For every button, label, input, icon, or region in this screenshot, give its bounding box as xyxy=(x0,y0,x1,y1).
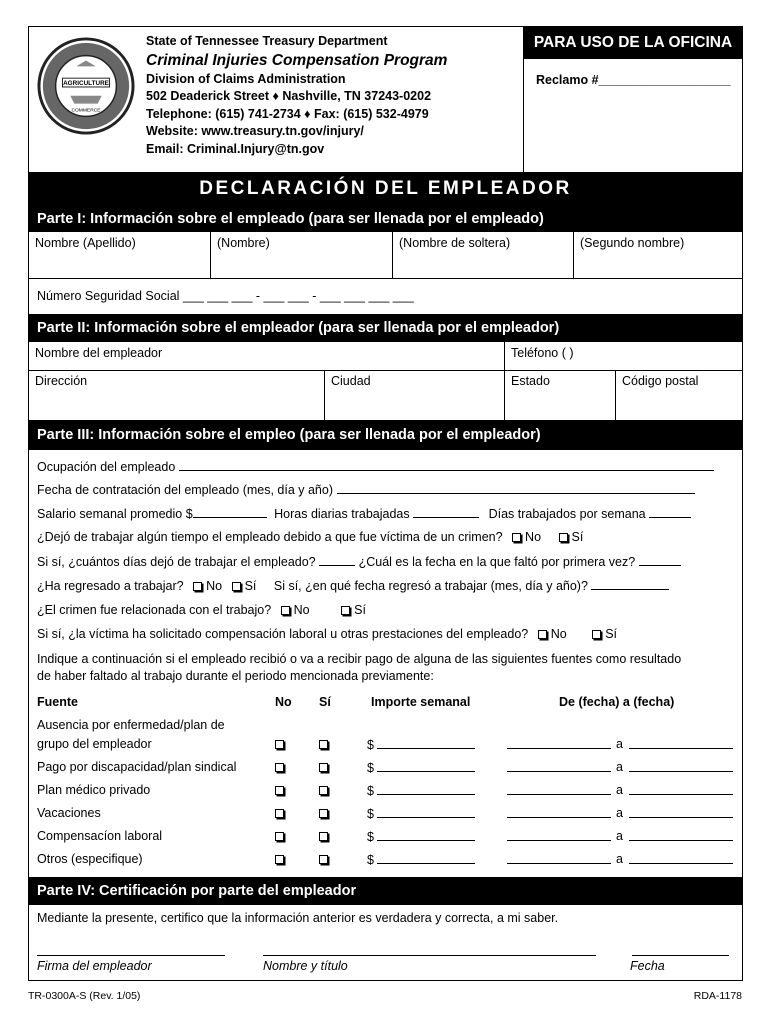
to-date-input[interactable] xyxy=(629,783,733,795)
hours-label: Horas diarias trabajadas xyxy=(274,507,410,521)
sources-table-header xyxy=(37,695,737,717)
first-missed-question: ¿Cuál es la fecha en la que faltó por primera vez? xyxy=(358,555,636,569)
source-row-sick-leave xyxy=(37,737,737,759)
days-missed-question: Si sí, ¿cuántos días dejó de trabajar el empleado? xyxy=(37,555,316,569)
returned-row xyxy=(37,578,669,593)
weekly-amount-input[interactable] xyxy=(377,760,475,772)
agency-info xyxy=(146,33,447,158)
weekly-amount-input[interactable] xyxy=(377,829,475,841)
weekly-amount-input[interactable] xyxy=(377,737,475,749)
to-date-input[interactable] xyxy=(629,760,733,772)
employer-zip-field[interactable]: Código postal xyxy=(622,374,699,388)
from-date-input[interactable] xyxy=(507,852,611,864)
hours-input[interactable] xyxy=(413,506,479,518)
missed-work-question: ¿Dejó de trabajar algún tiempo el empleado debido a que fue víctima de un crimen? xyxy=(37,530,503,544)
part4-heading: Parte IV: Certificación por parte del empleador xyxy=(29,877,742,905)
hire-date-label: Fecha de contratación del empleado (mes, día y año) xyxy=(37,483,334,497)
name-title-line[interactable] xyxy=(263,955,596,956)
workers-comp-yes-checkbox[interactable] xyxy=(592,630,601,639)
returned-no-checkbox[interactable] xyxy=(193,582,202,591)
form-frame xyxy=(28,26,743,981)
no-label: No xyxy=(525,530,542,544)
claim-number-field[interactable]: Reclamo #___________________ xyxy=(536,73,731,87)
source-row-other xyxy=(37,852,737,874)
dollar-sign: $ xyxy=(367,830,374,844)
to-date-input[interactable] xyxy=(629,852,733,864)
work-related-no-checkbox[interactable] xyxy=(281,606,290,615)
no-checkbox[interactable] xyxy=(275,809,284,818)
seal-commerce-text: COMMERCE xyxy=(71,108,101,114)
dollar-sign: $ xyxy=(367,738,374,752)
from-date-input[interactable] xyxy=(507,829,611,841)
hire-date-row xyxy=(37,482,695,497)
hire-date-input[interactable] xyxy=(337,482,695,494)
form-number: TR-0300A-S (Rev. 1/05) xyxy=(28,990,141,1002)
dollar-sign: $ xyxy=(367,807,374,821)
weekly-amount-input[interactable] xyxy=(377,806,475,818)
employer-state-field[interactable]: Estado xyxy=(505,370,616,420)
office-use-box xyxy=(523,27,742,172)
from-date-input[interactable] xyxy=(507,783,611,795)
returned-yes-checkbox[interactable] xyxy=(232,582,241,591)
workers-comp-question: Si sí, ¿la víctima ha solicitado compensación laboral u otras prestaciones del empleado? xyxy=(37,627,529,641)
source-label: grupo del empleador xyxy=(37,737,152,751)
no-label: No xyxy=(293,603,310,617)
to-date-input[interactable] xyxy=(629,737,733,749)
wage-row xyxy=(37,506,691,521)
to-date-input[interactable] xyxy=(629,806,733,818)
name-title-label: Nombre y título xyxy=(263,959,348,973)
work-related-yes-checkbox[interactable] xyxy=(341,606,350,615)
wage-label: Salario semanal promedio $ xyxy=(37,507,193,521)
rda-number: RDA-1178 xyxy=(693,990,742,1002)
yes-label: Sí xyxy=(605,627,617,641)
date-line[interactable] xyxy=(632,955,729,956)
to-label: a xyxy=(616,806,623,820)
source-row-vacation xyxy=(37,806,737,828)
division-name: Division of Claims Administration xyxy=(146,71,346,86)
amount-header: Importe semanal xyxy=(371,695,471,709)
dollar-sign: $ xyxy=(367,784,374,798)
to-date-input[interactable] xyxy=(629,829,733,841)
source-label: Pago por discapacidad/plan sindical xyxy=(37,760,237,774)
yes-checkbox[interactable] xyxy=(319,809,328,818)
instructions-line-1: Indique a continuación si el empleado recibió o va a recibir pago de alguna de las siguientes fuentes como resultado xyxy=(37,652,682,666)
agency-name: State of Tennessee Treasury Department xyxy=(146,34,388,48)
occupation-label: Ocupación del empleado xyxy=(37,460,176,474)
days-missed-row xyxy=(37,554,681,569)
dates-header: De (fecha) a (fecha) xyxy=(559,695,675,709)
no-label: No xyxy=(206,579,223,593)
from-date-input[interactable] xyxy=(507,760,611,772)
instructions-line-2: de haber faltado al trabajo durante el periodo mencionada previamente: xyxy=(37,669,434,683)
last-name-field[interactable]: Nombre (Apellido) xyxy=(29,232,211,278)
source-header: Fuente xyxy=(37,695,78,709)
source-row-workers-comp xyxy=(37,829,737,851)
source-label: Vacaciones xyxy=(37,806,101,820)
source-label: Plan médico privado xyxy=(37,783,151,797)
signature-label: Firma del empleador xyxy=(37,959,152,973)
agency-website: Website: www.treasury.tn.gov/injury/ xyxy=(146,124,364,138)
from-date-input[interactable] xyxy=(507,806,611,818)
wage-input[interactable] xyxy=(193,506,267,518)
no-checkbox[interactable] xyxy=(275,786,284,795)
to-label: a xyxy=(616,737,623,751)
weekly-amount-input[interactable] xyxy=(377,783,475,795)
returned-question: ¿Ha regresado a trabajar? xyxy=(37,579,184,593)
no-checkbox[interactable] xyxy=(275,763,284,772)
workers-comp-no-checkbox[interactable] xyxy=(538,630,547,639)
divider xyxy=(29,278,742,279)
source-label: Otros (especifique) xyxy=(37,852,143,866)
occupation-row xyxy=(37,459,714,474)
signature-line[interactable] xyxy=(37,955,225,956)
form-title: DECLARACIÓN DEL EMPLEADOR xyxy=(29,172,742,206)
no-checkbox[interactable] xyxy=(275,855,284,864)
no-label: No xyxy=(550,627,567,641)
form-header xyxy=(29,27,742,172)
return-date-question: Si sí, ¿en qué fecha regresó a trabajar (mes, día y año)? xyxy=(273,579,588,593)
source-label: Ausencia por enfermedad/plan de xyxy=(37,718,225,732)
agency-phone: Telephone: (615) 741-2734 ♦ Fax: (615) 532-4979 xyxy=(146,106,429,121)
agency-email: Email: Criminal.Injury@tn.gov xyxy=(146,141,325,156)
yes-checkbox[interactable] xyxy=(319,832,328,841)
yes-label: Sí xyxy=(244,579,257,593)
from-date-input[interactable] xyxy=(507,737,611,749)
missed-work-no-checkbox[interactable] xyxy=(512,533,521,542)
certification-statement: Mediante la presente, certifico que la información anterior es verdadera y correcta, a mi saber. xyxy=(37,911,559,925)
missed-work-yes-checkbox[interactable] xyxy=(559,533,568,542)
yes-label: Sí xyxy=(354,603,366,617)
first-missed-input[interactable] xyxy=(639,554,681,566)
days-missed-input[interactable] xyxy=(319,554,355,566)
maiden-name-field[interactable]: (Nombre de soltera) xyxy=(393,232,574,278)
work-related-row xyxy=(37,603,366,617)
employer-phone-field[interactable]: Teléfono ( ) xyxy=(511,346,574,360)
to-label: a xyxy=(616,760,623,774)
no-checkbox[interactable] xyxy=(275,740,284,749)
source-label: Compensacíon laboral xyxy=(37,829,163,843)
middle-name-field[interactable]: (Segundo nombre) xyxy=(580,236,685,250)
agency-address: 502 Deaderick Street ♦ Nashville, TN 37243-0202 xyxy=(146,89,432,103)
dollar-sign: $ xyxy=(367,853,374,867)
weekly-amount-input[interactable] xyxy=(377,852,475,864)
yes-checkbox[interactable] xyxy=(319,786,328,795)
occupation-input[interactable] xyxy=(179,459,714,471)
date-label: Fecha xyxy=(630,959,665,973)
part3-heading: Parte III: Información sobre el empleo (para ser llenada por el empleador) xyxy=(29,420,742,450)
yes-checkbox[interactable] xyxy=(319,855,328,864)
ssn-field[interactable]: Número Seguridad Social ___ ___ ___ - ___ ___ - ___ ___ ___ ___ xyxy=(37,289,414,303)
employer-name-field[interactable]: Nombre del empleador xyxy=(29,342,505,370)
office-use-title: PARA USO DE LA OFICINA xyxy=(524,27,742,59)
return-date-input[interactable] xyxy=(591,578,669,590)
program-name: Criminal Injuries Compensation Program xyxy=(146,51,448,69)
part1-heading: Parte I: Información sobre el empleado (para ser llenada por el empleado) xyxy=(29,206,742,232)
workers-comp-row xyxy=(37,627,617,641)
state-seal-icon xyxy=(37,37,135,135)
days-input[interactable] xyxy=(649,506,691,518)
to-label: a xyxy=(616,829,623,843)
seal-agriculture-text: AGRICULTURE xyxy=(63,80,109,88)
dollar-sign: $ xyxy=(367,761,374,775)
part2-heading: Parte II: Información sobre el empleador (para ser llenada por el empleador) xyxy=(29,314,742,342)
yes-label: Sí xyxy=(571,530,584,544)
first-name-field[interactable]: (Nombre) xyxy=(211,232,393,278)
to-label: a xyxy=(616,852,623,866)
no-checkbox[interactable] xyxy=(275,832,284,841)
employer-address-field[interactable]: Dirección xyxy=(29,370,325,420)
no-header: No xyxy=(275,695,292,709)
yes-checkbox[interactable] xyxy=(319,763,328,772)
days-label: Días trabajados por semana xyxy=(488,507,646,521)
missed-work-row xyxy=(37,530,583,544)
yes-checkbox[interactable] xyxy=(319,740,328,749)
employer-city-field[interactable]: Ciudad xyxy=(325,370,505,420)
work-related-question: ¿El crimen fue relacionada con el trabajo? xyxy=(37,603,272,617)
source-row-medical-plan xyxy=(37,783,737,805)
source-row-disability xyxy=(37,760,737,782)
to-label: a xyxy=(616,783,623,797)
yes-header: Sí xyxy=(319,695,331,709)
